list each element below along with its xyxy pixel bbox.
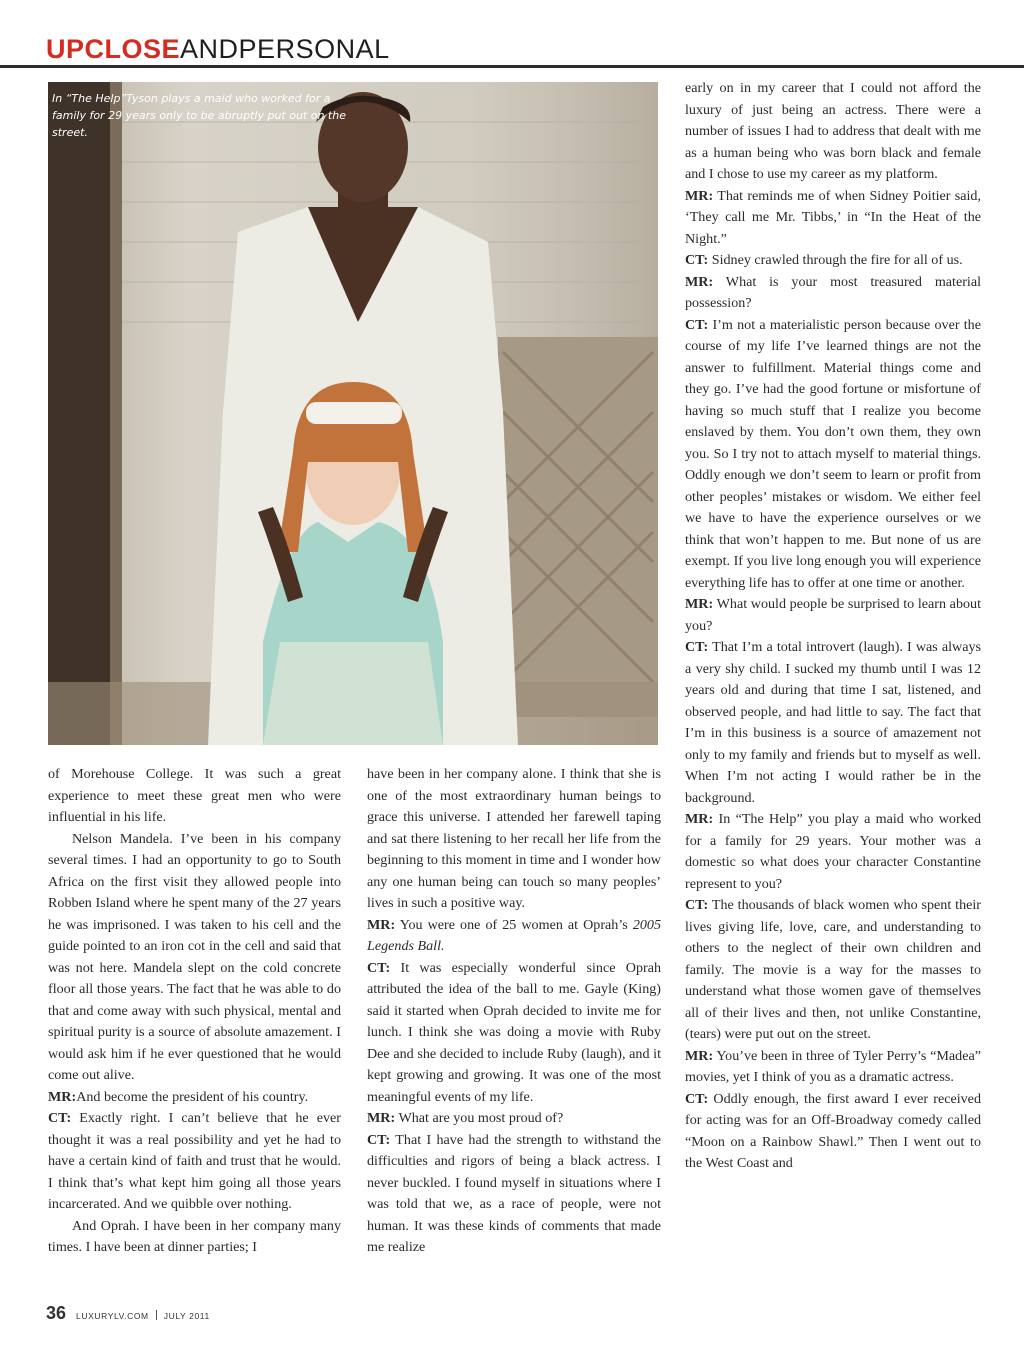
interview-answer: Oddly enough, the first award I ever received for acting was for an Off-Broadway comedy called “Moon on a Rainbow Shawl.” Then I went out to the West Coast and [685,1090,981,1171]
paragraph [685,637,981,809]
interview-question: And become the president of his country. [76,1088,309,1105]
speaker-label: MR: [685,811,714,827]
paragraph: And Oprah. I have been in her company many times. I have been at dinner parties; I [48,1217,341,1255]
paragraph [685,315,981,595]
speaker-label: CT: [367,1131,391,1148]
speaker-label: CT: [685,1090,709,1107]
header-and: AND [180,34,239,64]
speaker-label: CT: [48,1110,72,1126]
speaker-label: MR: [685,187,714,204]
film-still-photo [48,82,658,745]
photo-caption: In “The Help”Tyson plays a maid who worked for a family for 29 years only to be abruptly put out on the street. [52,92,346,139]
paragraph: of Morehouse College. It was such a great experience to meet these great men who were influential in his life. [48,766,341,825]
paragraph [685,272,981,315]
speaker-label: CT: [685,639,709,655]
interview-question: You’ve been in three of Tyler Perry’s “Madea” movies, yet I think of you as a dramatic actress. [685,1047,981,1085]
interview-question: What would people be surprised to learn about you? [685,596,981,634]
interview-answer: Sidney crawled through the fire for all of us. [708,252,963,268]
paragraph [367,915,661,958]
speaker-label: MR: [685,1047,714,1064]
paragraph [685,895,981,1046]
paragraph [48,1087,341,1109]
paragraph: have been in her company alone. I think that she is one of the most extraordinary human beings to grace this universe. I attended her farewell taping and sat there listening to her recall her life from the beginning to this moment in time and I wonder how any one human being can touch so many peoples’ lives in such a positive way. [367,766,661,911]
paragraph [367,1108,661,1130]
interview-answer: That I’m a total introvert (laugh). I was always a very shy child. I sucked my thumb until I was 12 years old and during that time I sat, listened, and observed people, and had little to say. The fact that I’m in this business is a source of amazement not only to my family and friends but to myself as well. When I’m not acting I would rather be in the background. [685,639,981,806]
interview-answer: The thousands of black women who spent their lives giving life, love, care, and understanding to others to the neglect of their own children and family. The movie is a way for the masses to understand what those women gave of themselves all of their lives and then, not unlike Constantine, (tears) were put out on the street. [685,897,981,1042]
interview-question: In “The Help” you play a maid who worked for a family for 29 years. Your mother was a domestic so what does your character Constantine represent to you? [685,811,981,892]
interview-answer: I’m not a materialistic person because over the course of my life I’ve learned things are not the answer to fulfillment. Material things come and they go. I’ve had the good fortune or misfortune of having so much stuff that I realize you become enslaved by them. You don’t own them, they own you. So I try not to attach myself to material things. Oddly enough we don’t seem to learn or profit from other peoples’ mistakes or wisdom. We either feel we have to have the experience ourselves or we think that won’t happen to me. But none of us are exempt. If you live long enough you will experience everything life has to offer at one time or another. [685,316,981,591]
speaker-label: MR: [367,916,396,933]
paragraph [685,186,981,251]
interview-answer: It was especially wonderful since Oprah attributed the idea of the ball to me. Gayle (King) said it started when Oprah decided to invite me for lunch. I think she was doing a movie with Ruby Dee and she decided to include Ruby (laugh), and it kept growing and growing. It was one of the most meaningful events of my life. [367,959,661,1105]
page-footer [46,1303,210,1324]
speaker-label: MR: [685,596,714,612]
paragraph [685,250,981,272]
paragraph [685,1046,981,1089]
paragraph [367,1130,661,1259]
speaker-label: MR: [367,1110,396,1126]
speaker-label: CT: [685,252,709,268]
page-number: 36 [46,1303,67,1323]
speaker-label: MR: [685,273,714,290]
section-header [46,34,390,64]
text-column-3 [685,78,981,1175]
footer-divider [156,1310,157,1320]
header-upclose: UPCLOSE [46,34,181,64]
speaker-label: CT: [685,897,709,913]
paragraph [685,1089,981,1175]
speaker-label: CT: [367,959,391,976]
paragraph: Nelson Mandela. I’ve been in his company several times. I had an opportunity to go to South Africa on the first visit they allowed people into Robben Island where he spent many of the 27 years he was imprisoned. I was taken to his cell and the guide pointed to an iron cot in the cell and said that was not here. Mandela slept on the cold concrete floor all those years. The fact that he was able to do that and come away with such physical, mental and spiritual purity is a source of absolute amazement. I would ask him if he ever questioned that he would come out alive. [48,830,341,1083]
paragraph: early on in my career that I could not afford the luxury of just being an actress. There were a number of issues I had to address that dealt with me as a human being who was born black and female and I chose to use my career as my platform. [685,80,981,182]
footer-website: LUXURYLV.COM [76,1311,149,1321]
paragraph [367,958,661,1109]
speaker-label: MR: [48,1088,77,1105]
interview-question: That reminds me of when Sidney Poitier said, ‘They call me Mr. Tibbs,’ in “In the Heat of the Night.” [685,187,981,247]
speaker-label: CT: [685,316,709,333]
event-title: 2005 Legends Ball. [367,916,661,954]
interview-question: What are you most proud of? [395,1110,564,1126]
header-personal: PERSONAL [238,34,390,64]
text-column-2 [367,764,661,1259]
footer-issue-date: JULY 2011 [163,1311,210,1321]
interview-question: You were one of 25 women at Oprah’s [395,916,633,933]
photo-illustration [48,82,658,745]
interview-answer: Exactly right. I can’t believe that he ever thought it was a real possibility and yet he had to have a certain kind of faith and trust that he would. I think that’s what kept him going all those years incarcerated. And we quibble over nothing. [48,1110,341,1212]
text-column-1 [48,764,341,1259]
paragraph [685,594,981,637]
interview-question: What is your most treasured material possession? [685,273,981,311]
interview-answer: That I have had the strength to withstand the difficulties and rigors of being a black actress. I never buckled. I found myself in situations where I was told that we, as a race of people, were not human. It was these kinds of comments that made me realize [367,1131,661,1255]
paragraph [48,1108,341,1216]
header-rule [0,65,1024,68]
paragraph [685,809,981,895]
